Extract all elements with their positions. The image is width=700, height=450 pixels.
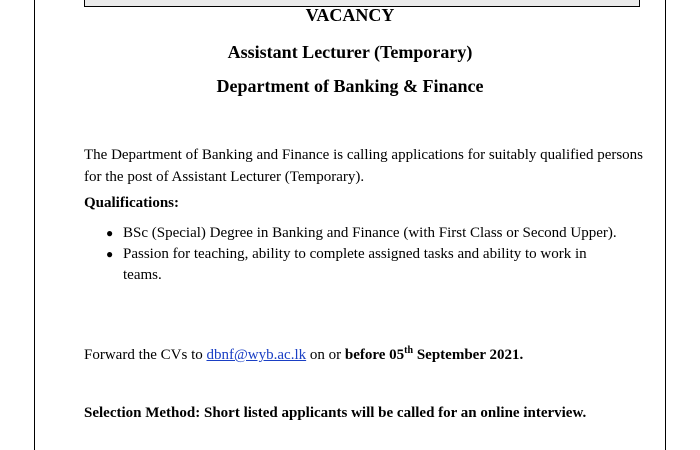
vacancy-title: VACANCY [305,5,395,25]
qualifications-list [106,223,626,286]
page-border-left [34,0,35,450]
application-instructions [84,344,644,366]
selection-method: Selection Method: Short listed applicants will be called for an online interview. [84,405,587,421]
position-title: Assistant Lecturer (Temporary) [227,42,473,62]
page-border-right [665,0,666,450]
list-item [106,223,626,244]
bullet-icon: ● [106,226,114,240]
forward-middle: on or [309,347,342,363]
forward-prefix: Forward the CVs to [84,347,203,363]
qualification-text: BSc (Special) Degree in Banking and Finance (with First Class or Second Upper). [123,225,617,241]
intro-paragraph: The Department of Banking and Finance is calling applications for suitably qualified persons for the post of Assistant Lecturer (Temporary). [84,147,644,185]
deadline-ordinal: th [404,345,414,356]
qualifications-heading: Qualifications: [84,195,180,211]
deadline-after-text: September 2021. [416,347,524,363]
deadline-before-text: before 05 [344,347,405,363]
bullet-icon: ● [106,247,114,261]
qualification-text: Passion for teaching, ability to complete assigned tasks and ability to work in teams. [123,246,587,283]
department-title: Department of Banking & Finance [216,76,484,96]
email-link[interactable]: dbnf@wyb.ac.lk [206,347,307,363]
deadline-date [345,347,523,363]
list-item [106,244,626,286]
